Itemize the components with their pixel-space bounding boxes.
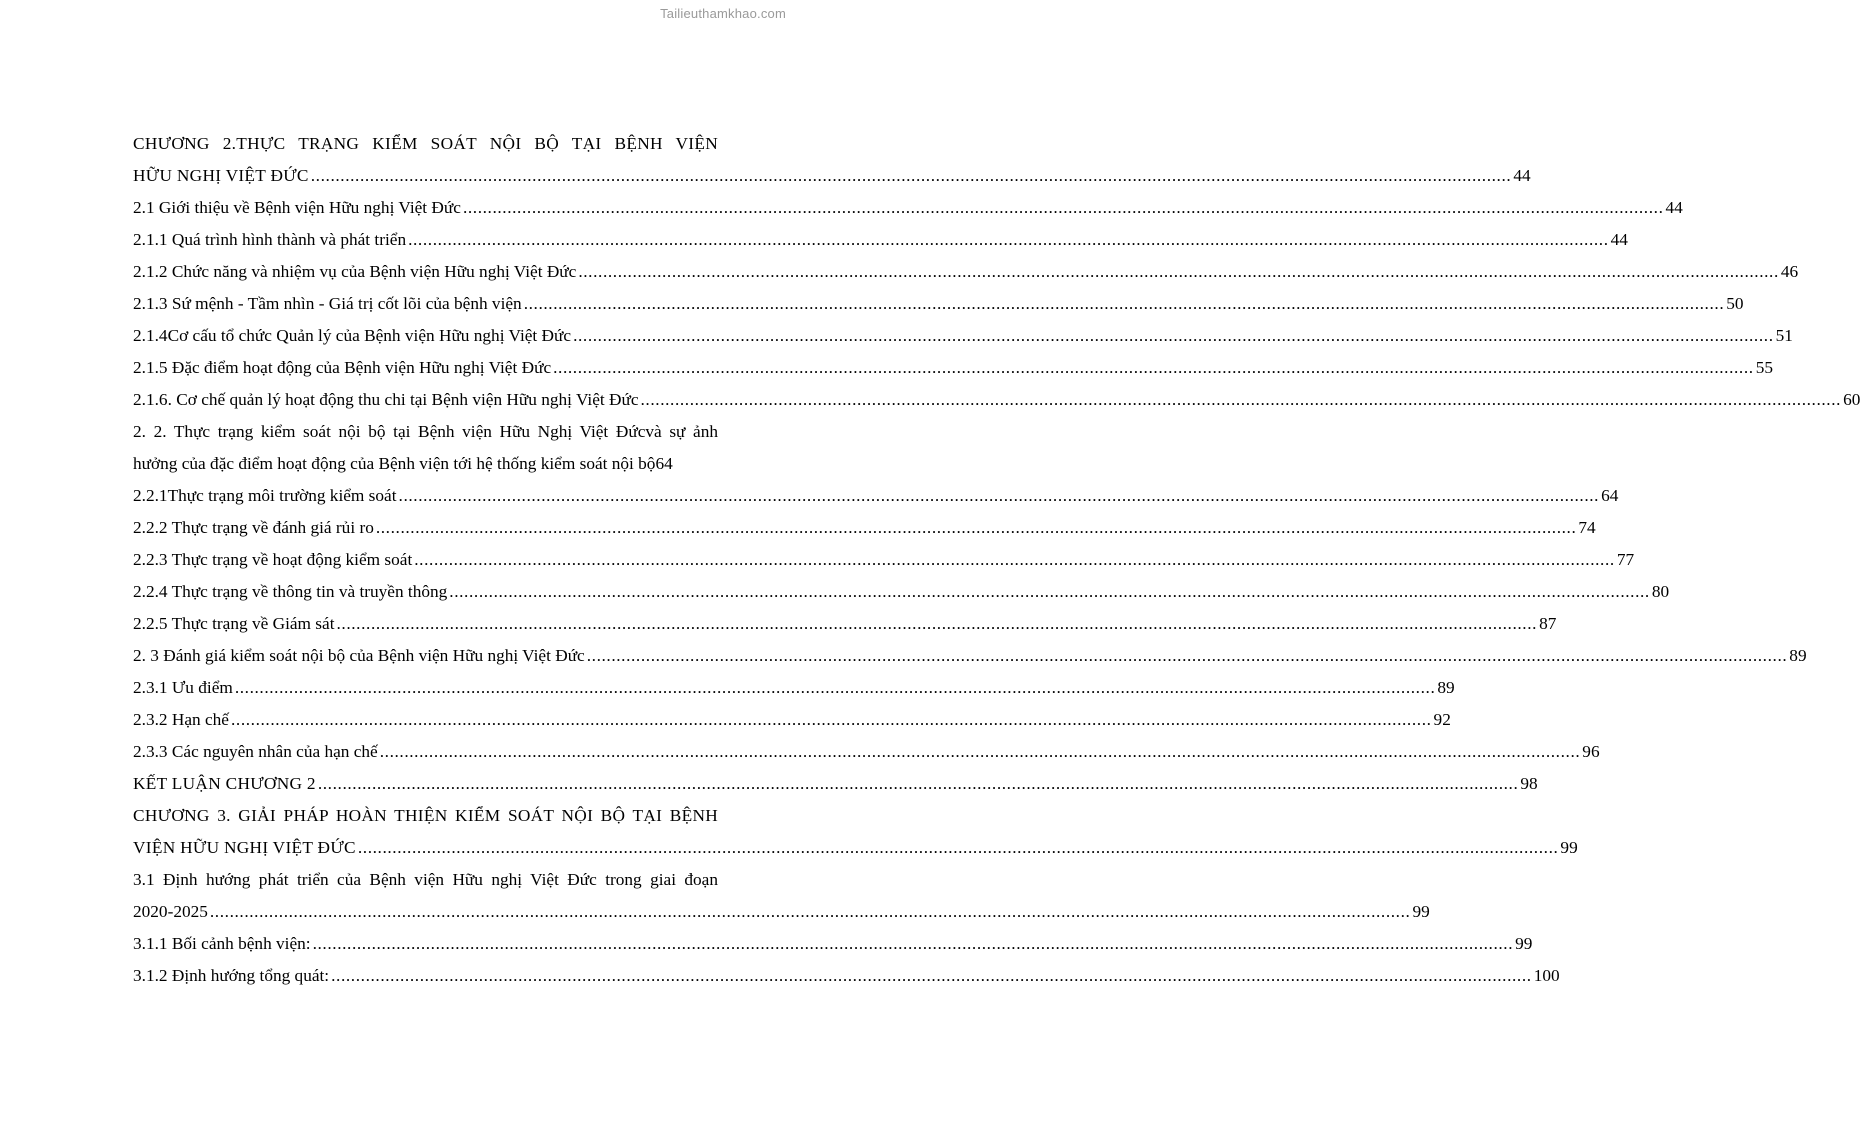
toc-page-number: 44 xyxy=(1610,230,1628,249)
toc-entry[interactable] xyxy=(133,288,1744,320)
toc-page-number: 74 xyxy=(1578,518,1596,537)
toc-entry-title: 2.2.3 Thực trạng về hoạt động kiểm soát xyxy=(133,550,413,569)
toc-entry-title: 2. 3 Đánh giá kiểm soát nội bộ của Bệnh viện Hữu nghị Việt Đức xyxy=(133,646,585,665)
toc-page-number: 96 xyxy=(1582,742,1600,761)
toc-leader-dots xyxy=(313,928,1514,960)
toc-page-number: 55 xyxy=(1755,358,1773,377)
toc-leader-dots xyxy=(210,896,1411,928)
toc-entry-title: 2.1.5 Đặc điểm hoạt động của Bệnh viện Hữu nghị Việt Đức xyxy=(133,358,552,377)
toc-leader-dots xyxy=(408,224,1609,256)
toc-entry-title: HỮU NGHỊ VIỆT ĐỨC xyxy=(133,166,309,185)
toc-entry-title: hưởng của đặc điểm hoạt động của Bệnh viện tới hệ thống kiểm soát nội bộ xyxy=(133,454,656,473)
toc-entry[interactable] xyxy=(133,672,1455,704)
toc-entry[interactable] xyxy=(133,256,1799,288)
toc-leader-dots xyxy=(449,576,1650,608)
toc-page-number: 100 xyxy=(1533,966,1560,985)
toc-entry-line1: 2. 2. Thực trạng kiểm soát nội bộ tại Bệnh viện Hữu Nghị Việt Đứcvà sự ảnh xyxy=(133,422,718,441)
toc-leader-dots xyxy=(311,160,1512,192)
toc-entry-title: VIỆN HỮU NGHỊ VIỆT ĐỨC xyxy=(133,838,356,857)
watermark-text: Tailieuthamkhao.com xyxy=(660,6,786,21)
toc-entry[interactable] xyxy=(133,576,1670,608)
toc-leader-dots xyxy=(573,320,1774,352)
toc-page-number: 99 xyxy=(1515,934,1533,953)
toc-entry[interactable] xyxy=(133,928,1533,960)
toc-entry[interactable] xyxy=(133,960,1560,992)
toc-page-number: 60 xyxy=(1843,390,1860,409)
toc-leader-dots xyxy=(337,608,1538,640)
toc-entry[interactable] xyxy=(133,352,1773,384)
toc-entry-title: 2.2.4 Thực trạng về thông tin và truyền thông xyxy=(133,582,448,601)
toc-leader-dots xyxy=(553,352,1754,384)
toc-leader-dots xyxy=(235,672,1436,704)
table-of-contents xyxy=(133,128,1860,992)
toc-page-number: 98 xyxy=(1520,774,1538,793)
toc-page-number: 99 xyxy=(1412,902,1430,921)
toc-entry-chapter-3[interactable] xyxy=(133,800,1578,864)
toc-leader-dots xyxy=(587,640,1788,672)
toc-page-number: 99 xyxy=(1560,838,1578,857)
toc-entry[interactable] xyxy=(133,480,1619,512)
toc-leader-dots xyxy=(358,832,1559,864)
toc-entry[interactable] xyxy=(133,544,1635,576)
toc-entry[interactable] xyxy=(133,320,1793,352)
toc-leader-dots xyxy=(578,256,1779,288)
toc-entry[interactable] xyxy=(133,512,1596,544)
toc-entry-title: 3.1.1 Bối cảnh bệnh viện: xyxy=(133,934,311,953)
toc-entry[interactable] xyxy=(133,384,1860,416)
toc-entry-chapter-2[interactable] xyxy=(133,128,1531,192)
toc-entry[interactable] xyxy=(133,224,1628,256)
toc-entry-title: 2.2.1Thực trạng môi trường kiểm soát xyxy=(133,486,397,505)
toc-entry-title: 2.1.2 Chức năng và nhiệm vụ của Bệnh viện Hữu nghị Việt Đức xyxy=(133,262,577,281)
toc-entry-title: 2.1.1 Quá trình hình thành và phát triển xyxy=(133,230,407,249)
toc-entry-title: 2.1.6. Cơ chế quản lý hoạt động thu chi tại Bệnh viện Hữu nghị Việt Đức xyxy=(133,390,639,409)
toc-entry-title: 2.1.3 Sứ mệnh - Tầm nhìn - Giá trị cốt lõi của bệnh viện xyxy=(133,294,522,313)
toc-entry-title: 2.1 Giới thiệu về Bệnh viện Hữu nghị Việt Đức xyxy=(133,198,461,217)
toc-entry-title: 2.3.1 Ưu điểm xyxy=(133,678,233,697)
toc-entry[interactable] xyxy=(133,704,1451,736)
toc-leader-dots xyxy=(231,704,1432,736)
toc-entry-title: 2.1.4Cơ cấu tổ chức Quản lý của Bệnh viện Hữu nghị Việt Đức xyxy=(133,326,572,345)
toc-entry-title: 2.2.2 Thực trạng về đánh giá rủi ro xyxy=(133,518,374,537)
toc-leader-dots xyxy=(641,384,1842,416)
toc-leader-dots xyxy=(524,288,1725,320)
toc-entry[interactable] xyxy=(133,640,1807,672)
toc-page-number: 87 xyxy=(1539,614,1557,633)
toc-page-number: 89 xyxy=(1789,646,1807,665)
toc-entry[interactable] xyxy=(133,608,1557,640)
toc-entry-title: 2.3.3 Các nguyên nhân của hạn chế xyxy=(133,742,378,761)
toc-page-number: 64 xyxy=(1601,486,1619,505)
toc-entry-title: KẾT LUẬN CHƯƠNG 2 xyxy=(133,774,316,793)
toc-entry-section-2-2[interactable] xyxy=(133,416,718,480)
toc-entry-line1: CHƯƠNG 3. GIẢI PHÁP HOÀN THIỆN KIỂM SOÁT NỘI BỘ TẠI BỆNH xyxy=(133,806,718,825)
toc-page-number: 44 xyxy=(1665,198,1683,217)
toc-page-number: 44 xyxy=(1513,166,1531,185)
toc-page-number: 50 xyxy=(1726,294,1744,313)
toc-entry-title: 3.1.2 Định hướng tổng quát: xyxy=(133,966,330,985)
toc-page-number: 51 xyxy=(1775,326,1793,345)
toc-entry-section-3-1[interactable] xyxy=(133,864,1430,928)
toc-entry-title: 2.2.5 Thực trạng về Giám sát xyxy=(133,614,335,633)
toc-leader-dots xyxy=(331,960,1532,992)
toc-page-number: 77 xyxy=(1616,550,1635,569)
toc-entry-title: 2.3.2 Hạn chế xyxy=(133,710,229,729)
toc-entry-line1: CHƯƠNG 2.THỰC TRẠNG KIỂM SOÁT NỘI BỘ TẠI BỆNH VIỆN xyxy=(133,134,718,153)
toc-leader-dots xyxy=(463,192,1664,224)
toc-leader-dots xyxy=(399,480,1600,512)
toc-entry-conclusion-chapter-2[interactable] xyxy=(133,768,1538,800)
toc-leader-dots xyxy=(380,736,1581,768)
toc-leader-dots xyxy=(414,544,1615,576)
toc-entry-line1: 3.1 Định hướng phát triển của Bệnh viện Hữu nghị Việt Đức trong giai đoạn xyxy=(133,870,718,889)
toc-page-number: 89 xyxy=(1437,678,1455,697)
toc-entry[interactable] xyxy=(133,736,1600,768)
toc-page-number: 46 xyxy=(1780,262,1799,281)
toc-page-number: 80 xyxy=(1651,582,1670,601)
toc-leader-dots xyxy=(376,512,1577,544)
toc-entry-title: 2020-2025 xyxy=(133,902,208,921)
toc-page-number: 92 xyxy=(1433,710,1451,729)
toc-page-number: 64 xyxy=(655,454,673,473)
toc-entry[interactable] xyxy=(133,192,1683,224)
toc-leader-dots xyxy=(318,768,1519,800)
